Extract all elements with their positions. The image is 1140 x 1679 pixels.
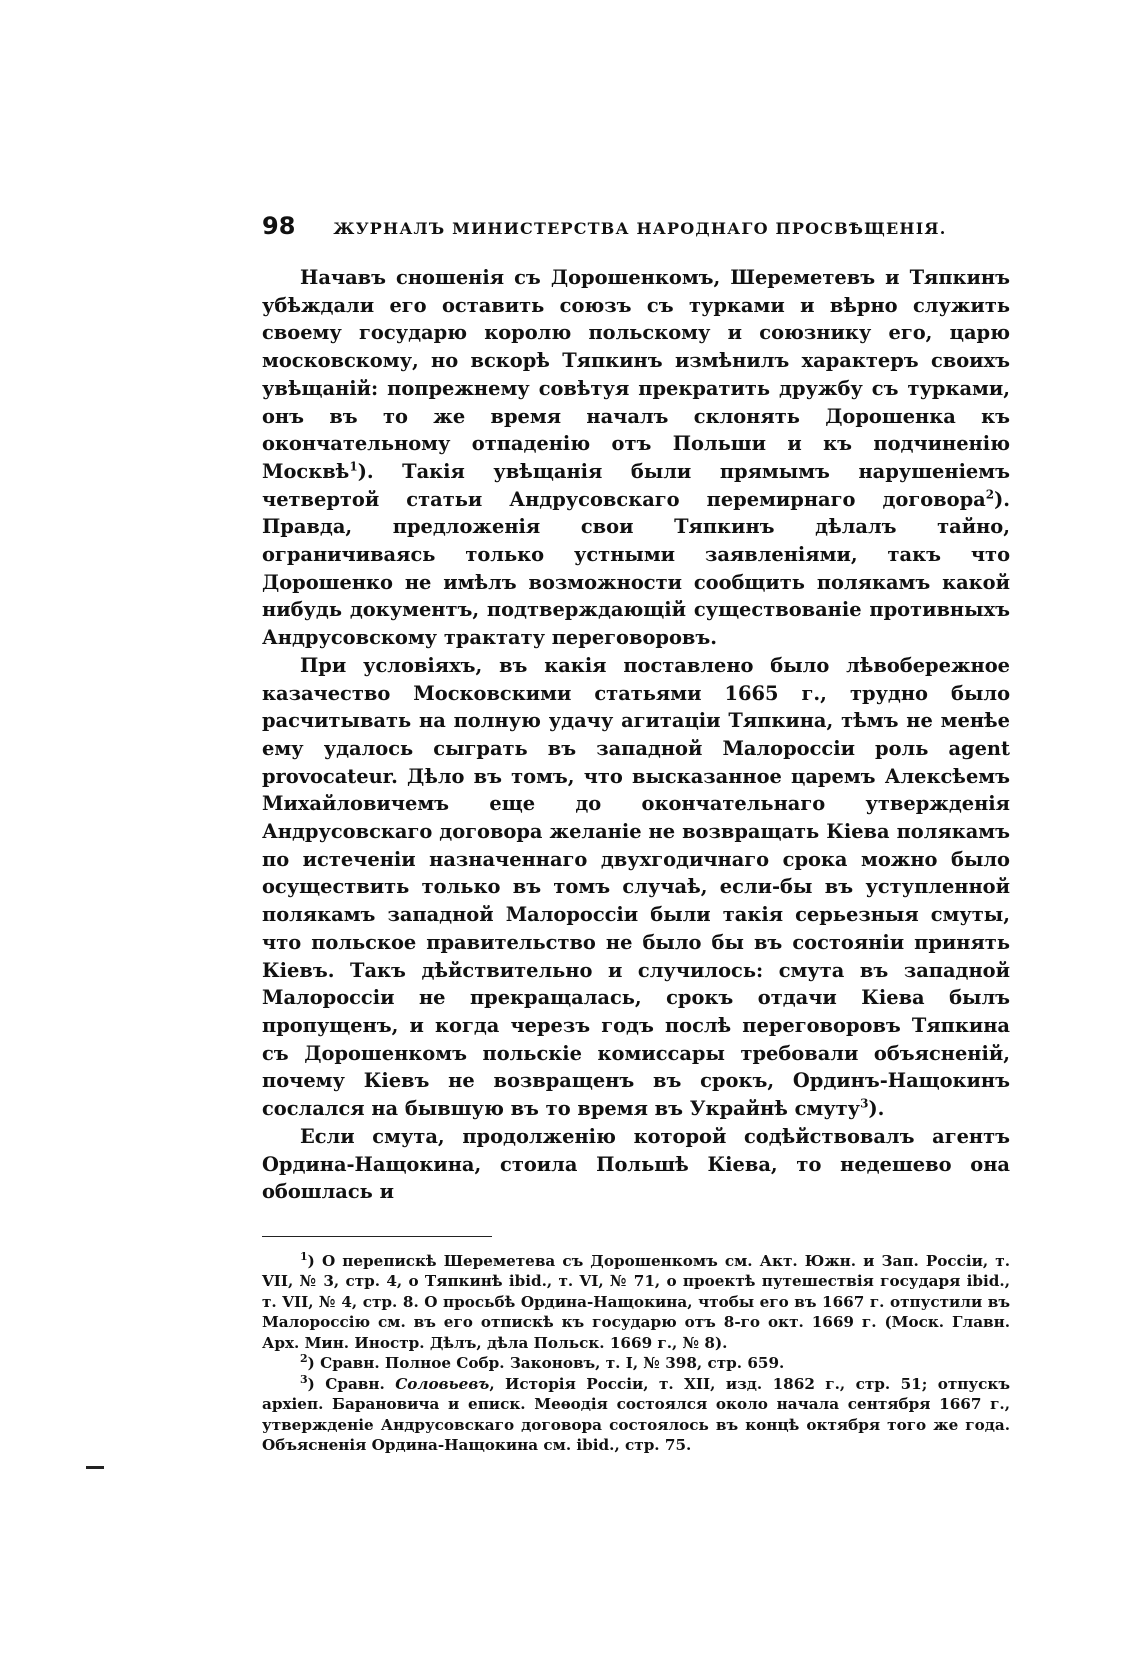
margin-mark <box>86 1466 104 1469</box>
footnote-divider <box>262 1236 492 1237</box>
footnote-ref-3[interactable]: 3 <box>860 1096 869 1111</box>
footnote-ref-1[interactable]: 1 <box>349 459 358 474</box>
paragraph-1: Начавъ сношенія съ Дорошенкомъ, Шереметевъ и Тяпкинъ убѣждали его оставить союзъ съ турками и вѣрно служить своему государю королю польскому и союзнику его, царю московскому, но вскорѣ Тяпкинъ измѣнилъ характеръ своихъ увѣщаній: попрежнему совѣтуя прекратить дружбу съ турками, онъ въ то же время началъ склонять Дорошенка къ окончательному отпаденію отъ Польши и къ подчиненію Москвѣ$^1$). Такія увѣщанія были прямымъ нарушеніемъ четвертой статьи Андрусовскаго перемирнаго договора$^2$). Правда, предложенія свои Тяпкинъ дѣлалъ тайно, ограничиваясь только устными заявленіями, такъ что Дорошенко не имѣлъ возможности сообщить полякамъ какой нибудь документъ, подтверждающій существованіе противныхъ Андрусовскому трактату переговоровъ. <box>262 266 1010 650</box>
running-head <box>262 212 1010 252</box>
footnote-3: $^3$) Сравн. Соловьевъ, Исторія Россіи, т. XII, изд. 1862 г., стр. 51; отпускъ архіеп. Барановича и еписк. Меѳодія состоялся около начала сентября 1667 г., утвержденіе Андрусовскаго договора состоялось въ концѣ октября того же года. Объясненія Ордина-Нащокина см. ibid., стр. 75. <box>262 1372 1011 1455</box>
journal-title: ЖУРНАЛЪ МИНИСТЕРСТВА НАРОДНАГО ПРОСВѢЩЕНІЯ. <box>333 219 947 238</box>
paragraph-2: При условіяхъ, въ какія поставлено было лѣвобережное казачество Московскими статьями 1665 г., трудно было расчитывать на полную удачу агитаціи Тяпкина, тѣмъ не менѣе ему удалось сыграть въ западной Малороссіи роль agent provocateur. Дѣло въ томъ, что высказанное царемъ Алексѣемъ Михайловичемъ еще до окончательнаго утвержденія Андрусовскаго договора желаніе не возвращать Кіева полякамъ по истеченіи назначеннаго двухгодичнаго срока можно было осуществить только въ томъ случаѣ, если-бы въ уступленной полякамъ западной Малороссіи были такія серьезныя смуты, что польское правительство не было бы въ состояніи принять Кіевъ. Такъ дѣйствительно и случилось: смута въ западной Малороссіи не прекращалась, срокъ отдачи Кіева былъ пропущенъ, и когда черезъ годъ послѣ переговоровъ Тяпкина съ Дорошенкомъ польскіе комиссары требовали объясненій, почему Кіевъ не возвращенъ въ срокъ, Ординъ-Нащокинъ сослался на бывшую въ то время въ Украйнѣ смуту$^3$). <box>262 653 1010 1121</box>
footnote-1: $^1$) О перепискѣ Шереметева съ Дорошенкомъ см. Акт. Южн. и Зап. Россіи, т. VII, № 3, стр. 4, о Тяпкинѣ ibid., т. VI, № 71, о проектѣ путешествія государя ibid., т. VII, № 4, стр. 8. О просьбѣ Ордина-Нащокина, чтобы его въ 1667 г. отпустили въ Малороссію см. въ его отпискѣ къ государю отъ 8-го окт. 1669 г. (Моск. Главн. Арх. Мин. Иностр. Дѣлъ, дѣла Польск. 1669 г., № 8). <box>262 1249 1010 1352</box>
author-name: Соловьевъ <box>395 1374 490 1393</box>
body-text <box>262 264 1010 1206</box>
page-number: 98 <box>262 212 296 240</box>
footnotes <box>262 1251 1010 1456</box>
footnote-2: $^2$) Сравн. Полное Собр. Законовъ, т. I, № 398, стр. 659. <box>300 1352 785 1373</box>
book-page <box>262 212 1010 1456</box>
paragraph-3: Если смута, продолженію которой содѣйствовалъ агентъ Ордина-Нащокина, стоила Польшѣ Кіева, то недешево она обошлась и <box>262 1124 1010 1204</box>
footnote-ref-2[interactable]: 2 <box>985 487 995 502</box>
